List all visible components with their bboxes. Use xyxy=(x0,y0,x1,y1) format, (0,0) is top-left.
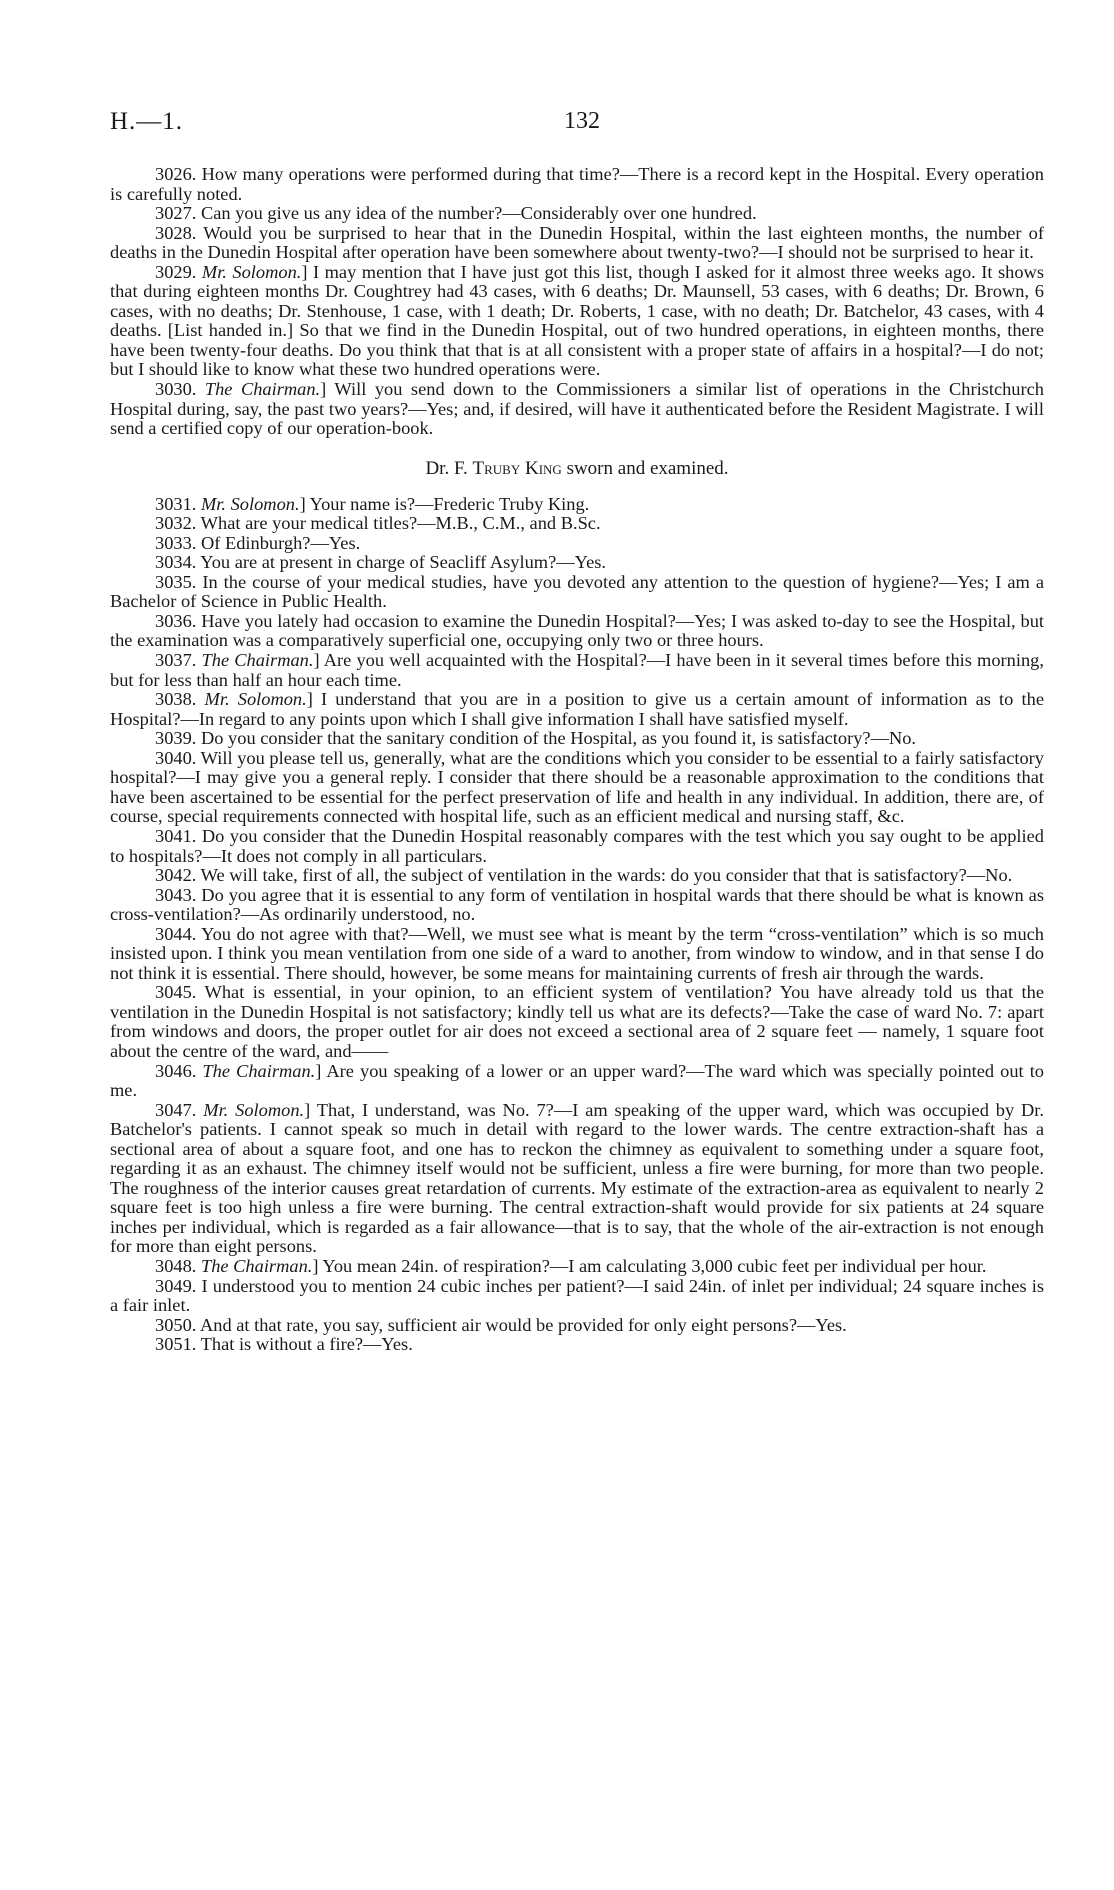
testimony-paragraph: 3049. I understood you to mention 24 cubic inches per patient?—I said 24in. of inlet per individual; 24 square inches is a fair inlet. xyxy=(110,1275,1044,1316)
paragraph-number: 3037. xyxy=(155,650,202,671)
paragraphs-after-heading xyxy=(110,495,1044,1355)
page-number: 132 xyxy=(564,108,600,134)
paragraph-text: ] Your name is?—Frederic Truby King. xyxy=(299,493,590,514)
testimony-paragraph: 3036. Have you lately had occasion to examine the Dunedin Hospital?—Yes; I was asked to-day to see the Hospital, but the examination was a comparatively superficial one, occupying only two or three hours. xyxy=(110,610,1044,651)
speaker-name: The Chairman. xyxy=(200,1255,313,1276)
testimony-paragraph xyxy=(110,651,1044,690)
paragraph-number: 3048. xyxy=(155,1255,201,1276)
testimony-paragraph: 3042. We will take, first of all, the subject of ventilation in the wards: do you consider that that is satisfactory?—No. xyxy=(155,865,1013,886)
testimony-paragraph xyxy=(110,690,1044,729)
document-reference: H.—1. xyxy=(110,108,184,135)
paragraph-text: ] Are you well acquainted with the Hospital?—I have been in it several times before this morning, but for less than half an hour each time. xyxy=(110,650,1044,690)
testimony-paragraph: 3041. Do you consider that the Dunedin Hospital reasonably compares with the test which you say ought to be applied to hospitals?—It does not comply in all particulars. xyxy=(110,825,1044,866)
paragraph-number: 3031. xyxy=(155,493,201,514)
speaker-name: Mr. Solomon. xyxy=(200,493,300,514)
speaker-name: Mr. Solomon. xyxy=(203,1099,305,1120)
paragraph-number: 3038. xyxy=(155,689,205,710)
testimony-paragraph: 3051. That is without a fire?—Yes. xyxy=(155,1334,413,1355)
paragraph-number: 3030. xyxy=(155,379,205,400)
testimony-paragraph: 3033. Of Edinburgh?—Yes. xyxy=(155,532,361,553)
paragraph-text: ] You mean 24in. of respiration?—I am calculating 3,000 cubic feet per individual per hour. xyxy=(312,1255,987,1276)
paragraph-text: ] Are you speaking of a lower or an upper ward?—The ward which was specially pointed out to me. xyxy=(110,1060,1044,1101)
testimony-paragraph: 3034. You are at present in charge of Seacliff Asylum?—Yes. xyxy=(155,552,607,573)
speaker-name: The Chairman. xyxy=(201,650,314,671)
paragraph-number: 3047. xyxy=(155,1099,204,1120)
testimony-paragraph: 3043. Do you agree that it is essential to any form of ventilation in hospital wards that there should be what is known as cross-ventilation?—As ordinarily understood, no. xyxy=(110,884,1044,925)
heading-name: Truby King xyxy=(472,457,562,479)
paragraph-number: 3029. xyxy=(155,261,202,282)
testimony-paragraph: 3050. And at that rate, you say, sufficient air would be provided for only eight persons?—Yes. xyxy=(155,1314,847,1335)
testimony-paragraph xyxy=(110,495,1044,515)
testimony-paragraph: 3032. What are your medical titles?—M.B., C.M., and B.Sc. xyxy=(155,513,601,534)
testimony-paragraph: 3027. Can you give us any idea of the number?—Considerably over one hundred. xyxy=(155,203,757,224)
paragraph-text: ] I understand that you are in a position to give us a certain amount of information as to the Hospital?—In regard to any points upon which I shall give information I shall have satisfied myself. xyxy=(110,689,1044,729)
paragraph-text: ] I may mention that I have just got this list, though I asked for it almost three weeks ago. It shows that during eighteen months Dr. Coughtrey had 43 cases, with 6 deaths; Dr. Maunsell, 53 cases, with 6 deaths; Dr. Brown, 6 cases, with no deaths; Dr. Stenhouse, 1 case, with 1 death; Dr. Roberts, 1 case, with no death; Dr. Batchelor, 43 cases, with 4 deaths. [List handed in.] So that we find in the Dunedin Hospital, out of two hundred operations, in eighteen months, there have been twenty-four deaths. Do you think that that is at all consistent with a proper state of affairs in a hospital?—I do not; but I should like to know what these two hundred operations were. xyxy=(110,261,1044,380)
page-body xyxy=(110,165,1044,1355)
testimony-paragraph xyxy=(110,1257,1044,1277)
testimony-paragraph: 3039. Do you consider that the sanitary condition of the Hospital, as you found it, is satisfactory?—No. xyxy=(155,728,917,749)
testimony-paragraph: 3044. You do not agree with that?—Well, we must see what is meant by the term “cross-ventilation” which is so much insisted upon. I think you mean ventilation from one side of a ward to another, from window to window, and in that sense I do not think it is essential. There should, however, be some means for maintaining currents of fresh air through the wards. xyxy=(110,923,1044,983)
testimony-paragraph: 3028. Would you be surprised to hear that in the Dunedin Hospital, within the last eighteen months, the number of deaths in the Dunedin Hospital after operation have been somewhere about twenty-two?—I should not be surprised to hear it. xyxy=(110,222,1044,263)
testimony-paragraph: 3026. How many operations were performed during that time?—There is a record kept in the Hospital. Every operation is carefully noted. xyxy=(110,164,1044,204)
paragraph-text: ] That, I understand, was No. 7?—I am speaking of the upper ward, which was occupied by Dr. Batchelor's patients. I cannot speak so much in detail with regard to the lower wards. The centre extraction-shaft has a sectional area of about a square foot, and one has to reckon the chimney as equivalent to something under a square foot, regarding it as an exhaust. The chimney itself would not be sufficient, unless a fire were burning, for more than two people. The roughness of the interior causes great retardation of currents. My estimate of the extraction-area as equivalent to nearly 2 square feet is too high unless a fire were burning. The central extraction-shaft would provide for six patients at 24 square inches per individual, which is regarded as a fair allowance—that is to say, that the whole of the air-extraction is not enough for more than eight persons. xyxy=(110,1099,1044,1257)
section-heading xyxy=(110,439,1044,495)
heading-suffix: sworn and examined. xyxy=(561,457,729,479)
heading-prefix: Dr. F. xyxy=(425,457,473,479)
testimony-paragraph: 3040. Will you please tell us, generally, what are the conditions which you consider to be essential to a fairly satisfactory hospital?—I may give you a general reply. I consider that there should be a reasonable approximation to the conditions that have been ascertained to be essential for the perfect preservation of life and health in any individual. In addition, there are, of course, special requirements connected with hospital life, such as an efficient medical and nursing staff, &c. xyxy=(110,747,1044,827)
testimony-paragraph xyxy=(110,1062,1044,1101)
testimony-paragraph xyxy=(110,380,1044,439)
page-header xyxy=(110,108,1054,138)
paragraph-number: 3046. xyxy=(155,1060,203,1081)
paragraph-text: ] Will you send down to the Commissioners a similar list of operations in the Christchurch Hospital during, say, the past two years?—Yes; and, if desired, will have it authenticated before the Resident Magistrate. I will send a certified copy of our operation-book. xyxy=(110,379,1044,439)
testimony-paragraph: 3045. What is essential, in your opinion, to an efficient system of ventilation? You have already told us that the ventilation in the Dunedin Hospital is not satisfactory; kindly tell us what are its defects?—Take the case of ward No. 7: apart from windows and doors, the proper outlet for air does not exceed a sectional area of 2 square feet — namely, 1 square foot about the centre of the ward, and—— xyxy=(110,982,1044,1061)
testimony-paragraph xyxy=(110,263,1044,380)
speaker-name: Mr. Solomon. xyxy=(204,689,307,710)
speaker-name: The Chairman. xyxy=(202,1060,316,1081)
speaker-name: The Chairman. xyxy=(204,379,321,400)
testimony-paragraph xyxy=(110,1101,1044,1257)
paragraphs-before-heading xyxy=(110,165,1044,439)
testimony-paragraph: 3035. In the course of your medical studies, have you devoted any attention to the question of hygiene?—Yes; I am a Bachelor of Science in Public Health. xyxy=(110,571,1044,612)
speaker-name: Mr. Solomon. xyxy=(201,261,302,282)
